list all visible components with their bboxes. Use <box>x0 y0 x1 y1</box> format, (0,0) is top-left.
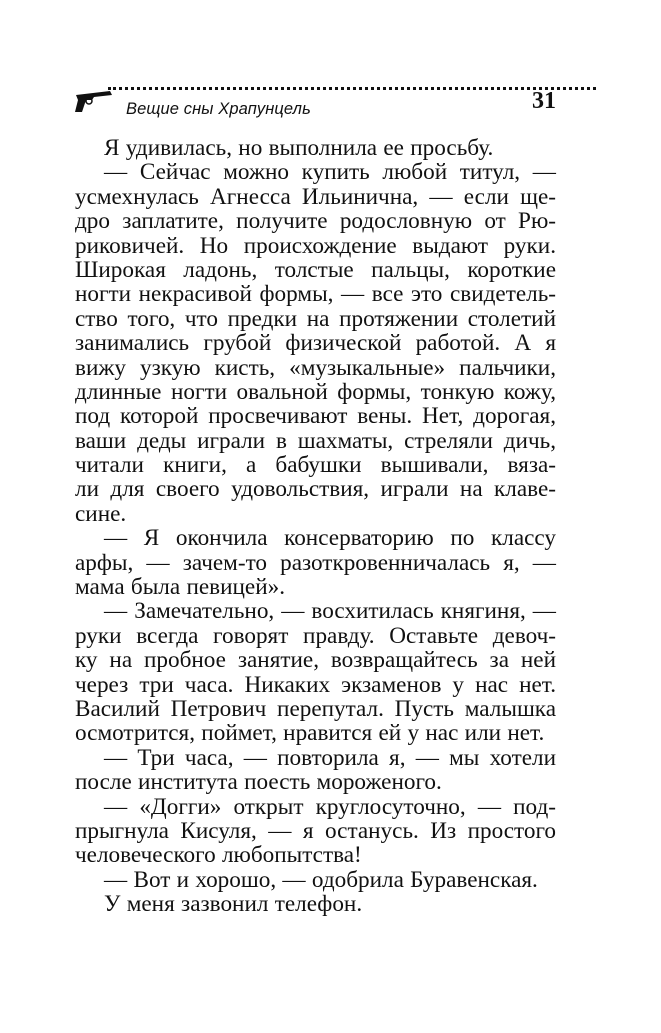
text-line: ногти некрасивой формы, — все это свидетель- <box>75 281 556 308</box>
text-line: длинные ногти овальной формы, тонкую кожу, <box>75 378 556 405</box>
text-line: У меня зазвонил телефон. <box>104 891 363 918</box>
text-line: сине. <box>75 500 127 527</box>
text-line: — Три часа, — повторила я, — мы хотели <box>104 744 556 771</box>
text-line: осмотрится, поймет, нравится ей у нас или нет. <box>75 720 545 747</box>
page-header <box>74 78 554 128</box>
text-line: дро заплатите, получите родословную от Рю- <box>75 208 556 235</box>
revolver-icon <box>74 86 114 114</box>
text-line: — «Догги» открыт круглосуточно, — под- <box>104 793 556 820</box>
text-line: — Вот и хорошо, — одобрила Буравенская. <box>104 866 538 893</box>
text-line: риковичей. Но происхождение выдают руки. <box>75 232 556 259</box>
text-line: — Сейчас можно купить любой титул, — <box>104 159 556 186</box>
text-line: руки всегда говорят правду. Оставьте девоч- <box>75 622 556 649</box>
text-line: Василий Петрович перепутал. Пусть малышка <box>75 695 556 722</box>
text-line: читали книги, а бабушки вышивали, вяза- <box>75 452 556 479</box>
text-line: ваши деды играли в шахматы, стреляли дичь, <box>75 427 556 454</box>
text-line: через три часа. Никаких экзаменов у нас нет. <box>75 671 556 698</box>
text-line: после института поесть мороженого. <box>75 769 442 796</box>
running-title: Вещие сны Храпунцель <box>126 100 311 118</box>
text-line: ку на пробное занятие, возвращайтесь за ней <box>75 647 556 674</box>
text-line: арфы, — зачем-то разоткровенничалась я, — <box>75 549 556 576</box>
text-line: ли для своего удовольствия, играли на клаве- <box>75 476 556 503</box>
text-line: прыгнула Кисуля, — я останусь. Из простого <box>75 817 556 844</box>
text-line: Широкая ладонь, толстые пальцы, короткие <box>75 256 556 283</box>
text-line: усмехнулась Агнесса Ильинична, — если ще- <box>75 183 556 210</box>
text-line: человеческого любопытства! <box>75 842 362 869</box>
text-line: занимались грубой физической работой. А я <box>75 330 556 357</box>
text-line: — Я окончила консерваторию по классу <box>104 525 556 552</box>
text-line: ство того, что предки на протяжении столетий <box>75 305 556 332</box>
text-line: мама была певицей». <box>75 574 286 601</box>
text-line: Я удивилась, но выполнила ее просьбу. <box>104 135 494 161</box>
header-dotted-rule <box>108 87 596 90</box>
body-text <box>75 136 556 917</box>
text-line: — Замечательно, — восхитилась княгиня, — <box>104 598 556 625</box>
page-number: 31 <box>532 88 556 114</box>
text-line: под которой просвечивают вены. Нет, дорогая, <box>75 403 556 430</box>
text-line: вижу узкую кисть, «музыкальные» пальчики, <box>75 354 556 381</box>
